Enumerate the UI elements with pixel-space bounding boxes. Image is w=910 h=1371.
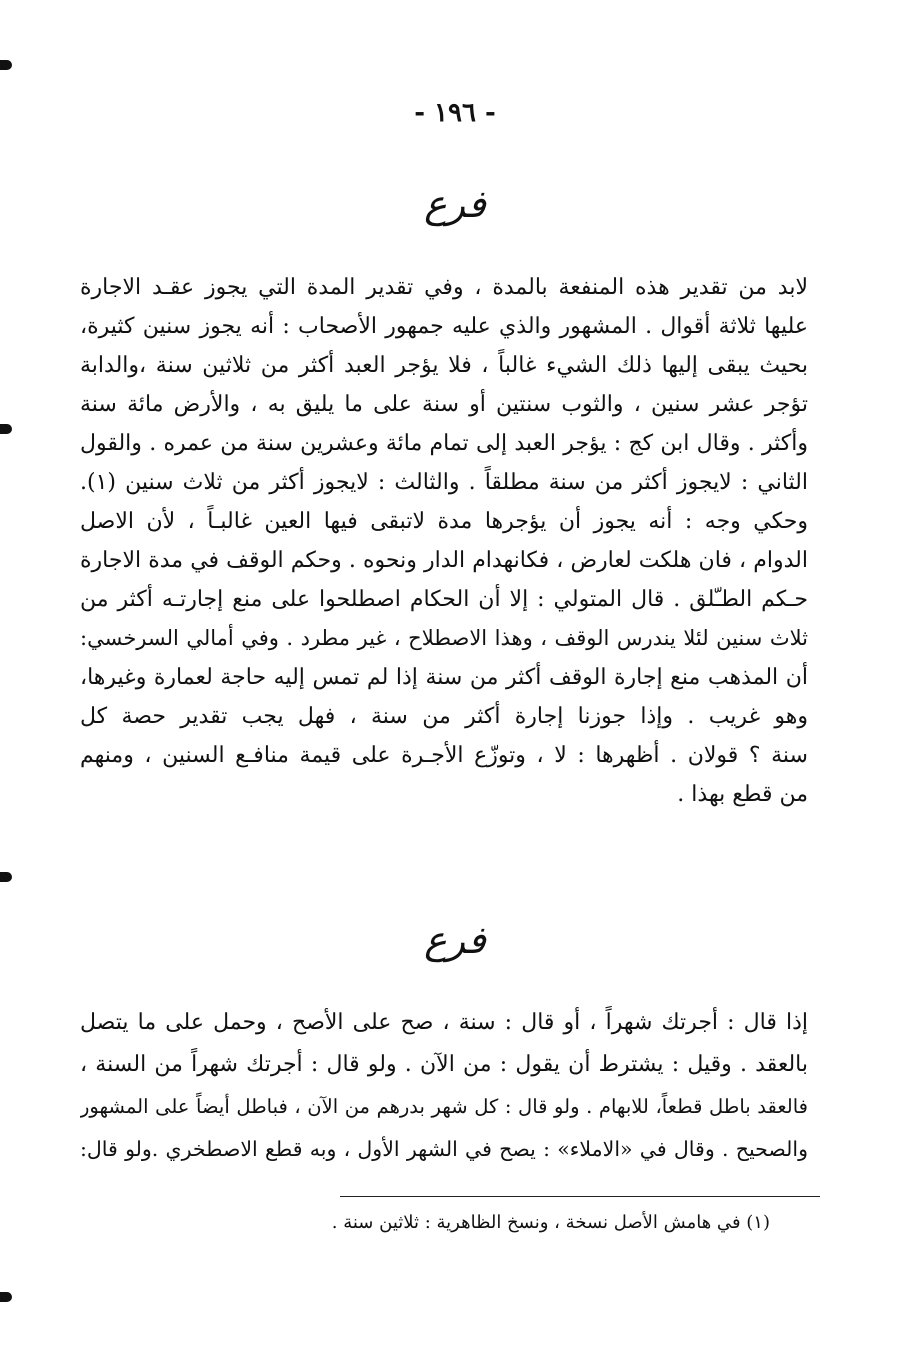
footnote-divider xyxy=(340,1196,820,1197)
text-line: وهو غريب . وإذا جوزنا إجارة أكثر من سنة ، فهل يجب تقدير حصة كل xyxy=(80,704,808,729)
margin-mark xyxy=(0,60,12,70)
text-line: من قطع بهذا . xyxy=(677,782,808,807)
text-line: أن المذهب منع إجارة الوقف أكثر من سنة إذا لم تمس إليه حاجة لعمارة وغيرها، xyxy=(80,665,808,690)
page-number: - ١٩٦ - xyxy=(414,98,496,128)
text-line: بالعقد . وقيل : يشترط أن يقول : من الآن . ولو قال : أجرتك شهراً من السنة ، xyxy=(80,1052,808,1077)
text-line: الثاني : لايجوز أكثر من سنة مطلقاً . والثالث : لايجوز أكثر من ثلاث سنين (١). xyxy=(80,470,808,495)
text-line: وحكي وجه : أنه يجوز أن يؤجرها مدة لاتبقى فيها العين غالبـاً ، لأن الاصل xyxy=(80,509,808,534)
margin-mark xyxy=(0,872,12,882)
section-2-text xyxy=(80,1002,808,1170)
text-line: إذا قال : أجرتك شهراً ، أو قال : سنة ، صح على الأصح ، وحمل على ما يتصل xyxy=(80,1010,808,1035)
footnote: (١) في هامش الأصل نسخة ، ونسخ الظاهرية : ثلاثين سنة . xyxy=(331,1212,770,1233)
text-line: بحيث يبقى إليها ذلك الشيء غالباً ، فلا يؤجر العبد أكثر من ثلاثين سنة ،والدابة xyxy=(80,353,808,378)
text-line: لابد من تقدير هذه المنفعة بالمدة ، وفي تقدير المدة التي يجوز عقـد الاجارة xyxy=(80,275,808,300)
section-heading: فرع xyxy=(424,918,486,962)
text-line: عليها ثلاثة أقوال . المشهور والذي عليه جمهور الأصحاب : أنه يجوز سنين كثيرة، xyxy=(80,314,808,339)
text-line: ثلاث سنين لئلا يندرس الوقف ، وهذا الاصطلاح ، غير مطرد . وفي أمالي السرخسي: xyxy=(80,626,808,650)
margin-mark xyxy=(0,424,12,434)
margin-mark xyxy=(0,1292,12,1302)
text-line: الدوام ، فان هلكت لعارض ، فكانهدام الدار ونحوه . وحكم الوقف في مدة الاجارة xyxy=(80,548,808,573)
text-line: تؤجر عشر سنين ، والثوب سنتين أو سنة على ما يليق به ، والأرض مائة سنة xyxy=(80,392,808,417)
section-1-text xyxy=(80,268,808,814)
text-line: والصحيح . وقال في «الاملاء» : يصح في الشهر الأول ، وبه قطع الاصطخري .ولو قال: xyxy=(80,1137,808,1161)
text-line: سنة ؟ قولان . أظهرها : لا ، وتوزّع الأجـرة على قيمة منافـع السنين ، ومنهم xyxy=(80,743,808,768)
text-line: حـكم الطـّلق . قال المتولي : إلا أن الحكام اصطلحوا على منع إجارتـه أكثر من xyxy=(80,587,808,612)
text-line: فالعقد باطل قطعاً، للابهام . ولو قال : كل شهر بدرهم من الآن ، فباطل أيضاً على المشهور xyxy=(80,1095,808,1118)
text-line: وأكثر . وقال ابن كج : يؤجر العبد إلى تمام مائة وعشرين سنة من عمره . والقول xyxy=(80,431,808,456)
section-heading: فرع xyxy=(424,182,486,226)
